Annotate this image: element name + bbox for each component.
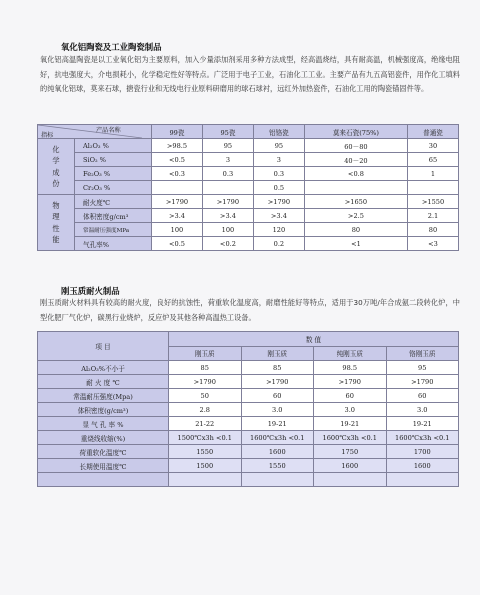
cell: 2.1 (408, 209, 459, 223)
cell: >3.4 (202, 209, 253, 223)
table-row (38, 139, 459, 153)
cell: 1600 (241, 445, 314, 459)
cell (304, 181, 407, 195)
cell: 1600 (386, 459, 459, 473)
section-title-corundum: 刚玉质耐火制品 (61, 286, 120, 296)
cell: >98.5 (152, 139, 203, 153)
cell: 85 (241, 361, 314, 375)
cell (386, 473, 459, 487)
cell: 95 (202, 139, 253, 153)
table-row (38, 195, 459, 209)
cell: <0.2 (202, 237, 253, 251)
cell: 60 (241, 389, 314, 403)
col-header: 普通瓷 (408, 125, 459, 139)
row-label: Cr₂O₃ % (75, 181, 152, 195)
cell: <0.3 (152, 167, 203, 181)
cell: 0.2 (253, 237, 304, 251)
table-row (38, 389, 459, 403)
cell: 19-21 (241, 417, 314, 431)
group-physical: 物 理 性 能 (38, 195, 75, 251)
cell: >1550 (408, 195, 459, 209)
cell: 19-21 (314, 417, 387, 431)
row-label: 耐火度℃ (75, 195, 152, 209)
cell: 60 (314, 389, 387, 403)
row-label: Fe₂O₃ % (75, 167, 152, 181)
section-title-alumina: 氧化铝陶瓷及工业陶瓷制品 (61, 42, 162, 52)
section-paragraph-alumina: 氧化铝高温陶瓷是以工业氧化铝为主要原料，加入少量添加剂采用多种方法成型，经高温烧结，具有耐高温，机械强度高，绝缘电阻好，抗电强度大，介电损耗小，化学稳定性好等特点。广泛用于电子工业，石油化工工业。主要产品有九五高铝瓷件，用作化工填料的纯氧化铝球，莫来石球，搪瓷行业和无线电行业原料研磨用的球石球衬，远红外加热瓷件，石油化工用的陶瓷锚固件等。 (40, 55, 460, 94)
table-row (38, 403, 459, 417)
cell: 30 (408, 139, 459, 153)
cell: 3.0 (241, 403, 314, 417)
section-paragraph-corundum: 刚玉质耐火材料具有较高的耐火度，良好的抗蚀性，荷重软化温度高，耐磨性能好等特点，适用于30万吨/年合成氨二段转化炉，中型化肥厂气化炉，碳黑行业烧炉，反应炉及其他各种高温热工设备。 (40, 298, 460, 322)
header-product-label: 产品名称 (96, 127, 121, 134)
table-row (38, 237, 459, 251)
cell (202, 181, 253, 195)
cell: 60 (386, 389, 459, 403)
cell: 1600℃x3h <0.1 (386, 431, 459, 445)
cell: 3.0 (386, 403, 459, 417)
cell: 95 (386, 361, 459, 375)
cell: 1550 (169, 445, 242, 459)
cell: 60－80 (304, 139, 407, 153)
row-label: Al₂O₃%不小于 (38, 361, 169, 375)
cell: 1600 (314, 459, 387, 473)
cell: >3.4 (253, 209, 304, 223)
row-label: 气孔率% (75, 237, 152, 251)
cell: 1700 (386, 445, 459, 459)
table-row (38, 167, 459, 181)
table-row (38, 223, 459, 237)
diagonal-line (38, 125, 142, 138)
cell: 80 (408, 223, 459, 237)
table-row (38, 417, 459, 431)
row-label: 常温耐压强度(Mpa) (38, 389, 169, 403)
cell (241, 473, 314, 487)
header-index-label: 指标 (41, 132, 54, 139)
cell: >1790 (169, 375, 242, 389)
cell: 98.5 (314, 361, 387, 375)
table-header-row (38, 125, 459, 139)
cell: 100 (152, 223, 203, 237)
table-row (38, 445, 459, 459)
cell: 40－20 (304, 153, 407, 167)
cell: <0.5 (152, 153, 203, 167)
cell (169, 473, 242, 487)
cell: 85 (169, 361, 242, 375)
cell: 0.3 (253, 167, 304, 181)
row-label: 显 气 孔 率 % (38, 417, 169, 431)
cell: 80 (304, 223, 407, 237)
col-header: 99瓷 (152, 125, 203, 139)
col-header: 刚玉质 (241, 346, 314, 361)
table-row (38, 361, 459, 375)
table-row (38, 459, 459, 473)
cell: 1550 (241, 459, 314, 473)
row-label: 长期使用温度℃ (38, 459, 169, 473)
header-diagonal-cell (38, 125, 152, 139)
table-row (38, 209, 459, 223)
cell: <3 (408, 237, 459, 251)
cell: 0.3 (202, 167, 253, 181)
cell: >2.5 (304, 209, 407, 223)
col-header: 莫来石瓷(75%) (304, 125, 407, 139)
cell: >1790 (253, 195, 304, 209)
cell: 1500 (169, 459, 242, 473)
table-row (38, 153, 459, 167)
col-header: 铬刚玉质 (386, 346, 459, 361)
cell: 3.0 (314, 403, 387, 417)
row-label: SiO₂ % (75, 153, 152, 167)
row-label: 体积密度g/cm³ (75, 209, 152, 223)
cell: >1790 (241, 375, 314, 389)
row-label: 体积密度(g/cm³) (38, 403, 169, 417)
cell: <1 (304, 237, 407, 251)
cell (314, 473, 387, 487)
table-row (38, 473, 459, 487)
header-values: 数 值 (169, 332, 459, 347)
cell: 1 (408, 167, 459, 181)
cell: >1790 (386, 375, 459, 389)
cell: 1600℃x3h <0.1 (241, 431, 314, 445)
group-chemical: 化 学 成 份 (38, 139, 75, 195)
table-row (38, 431, 459, 445)
cell: >1790 (152, 195, 203, 209)
cell: 120 (253, 223, 304, 237)
table-row (38, 181, 459, 195)
row-label (38, 473, 169, 487)
cell: <0.5 (152, 237, 203, 251)
cell: 1750 (314, 445, 387, 459)
row-label: Al₂O₃ % (75, 139, 152, 153)
table-header-row (38, 332, 459, 347)
row-label: 荷重软化温度℃ (38, 445, 169, 459)
cell: 19-21 (386, 417, 459, 431)
cell (408, 181, 459, 195)
cell: 65 (408, 153, 459, 167)
cell: >1790 (314, 375, 387, 389)
col-header: 95瓷 (202, 125, 253, 139)
cell: <0.8 (304, 167, 407, 181)
cell: >1790 (202, 195, 253, 209)
cell: >1650 (304, 195, 407, 209)
col-header: 铝铬瓷 (253, 125, 304, 139)
cell: 1500℃x3h <0.1 (169, 431, 242, 445)
row-label: 常温耐压强度MPa (75, 223, 152, 237)
cell: 1600℃x3h <0.1 (314, 431, 387, 445)
row-label: 耐 火 度 ℃ (38, 375, 169, 389)
alumina-properties-table (37, 124, 459, 251)
cell: 0.5 (253, 181, 304, 195)
cell: 100 (202, 223, 253, 237)
row-label: 重烧线收缩(%) (38, 431, 169, 445)
cell: >3.4 (152, 209, 203, 223)
cell (152, 181, 203, 195)
table-row (38, 375, 459, 389)
cell: 95 (253, 139, 304, 153)
col-header: 刚玉质 (169, 346, 242, 361)
cell: 3 (202, 153, 253, 167)
cell: 50 (169, 389, 242, 403)
header-item: 项 目 (38, 332, 169, 361)
cell: 2.8 (169, 403, 242, 417)
col-header: 纯刚玉质 (314, 346, 387, 361)
corundum-properties-table (37, 331, 459, 487)
cell: 21-22 (169, 417, 242, 431)
cell: 3 (253, 153, 304, 167)
